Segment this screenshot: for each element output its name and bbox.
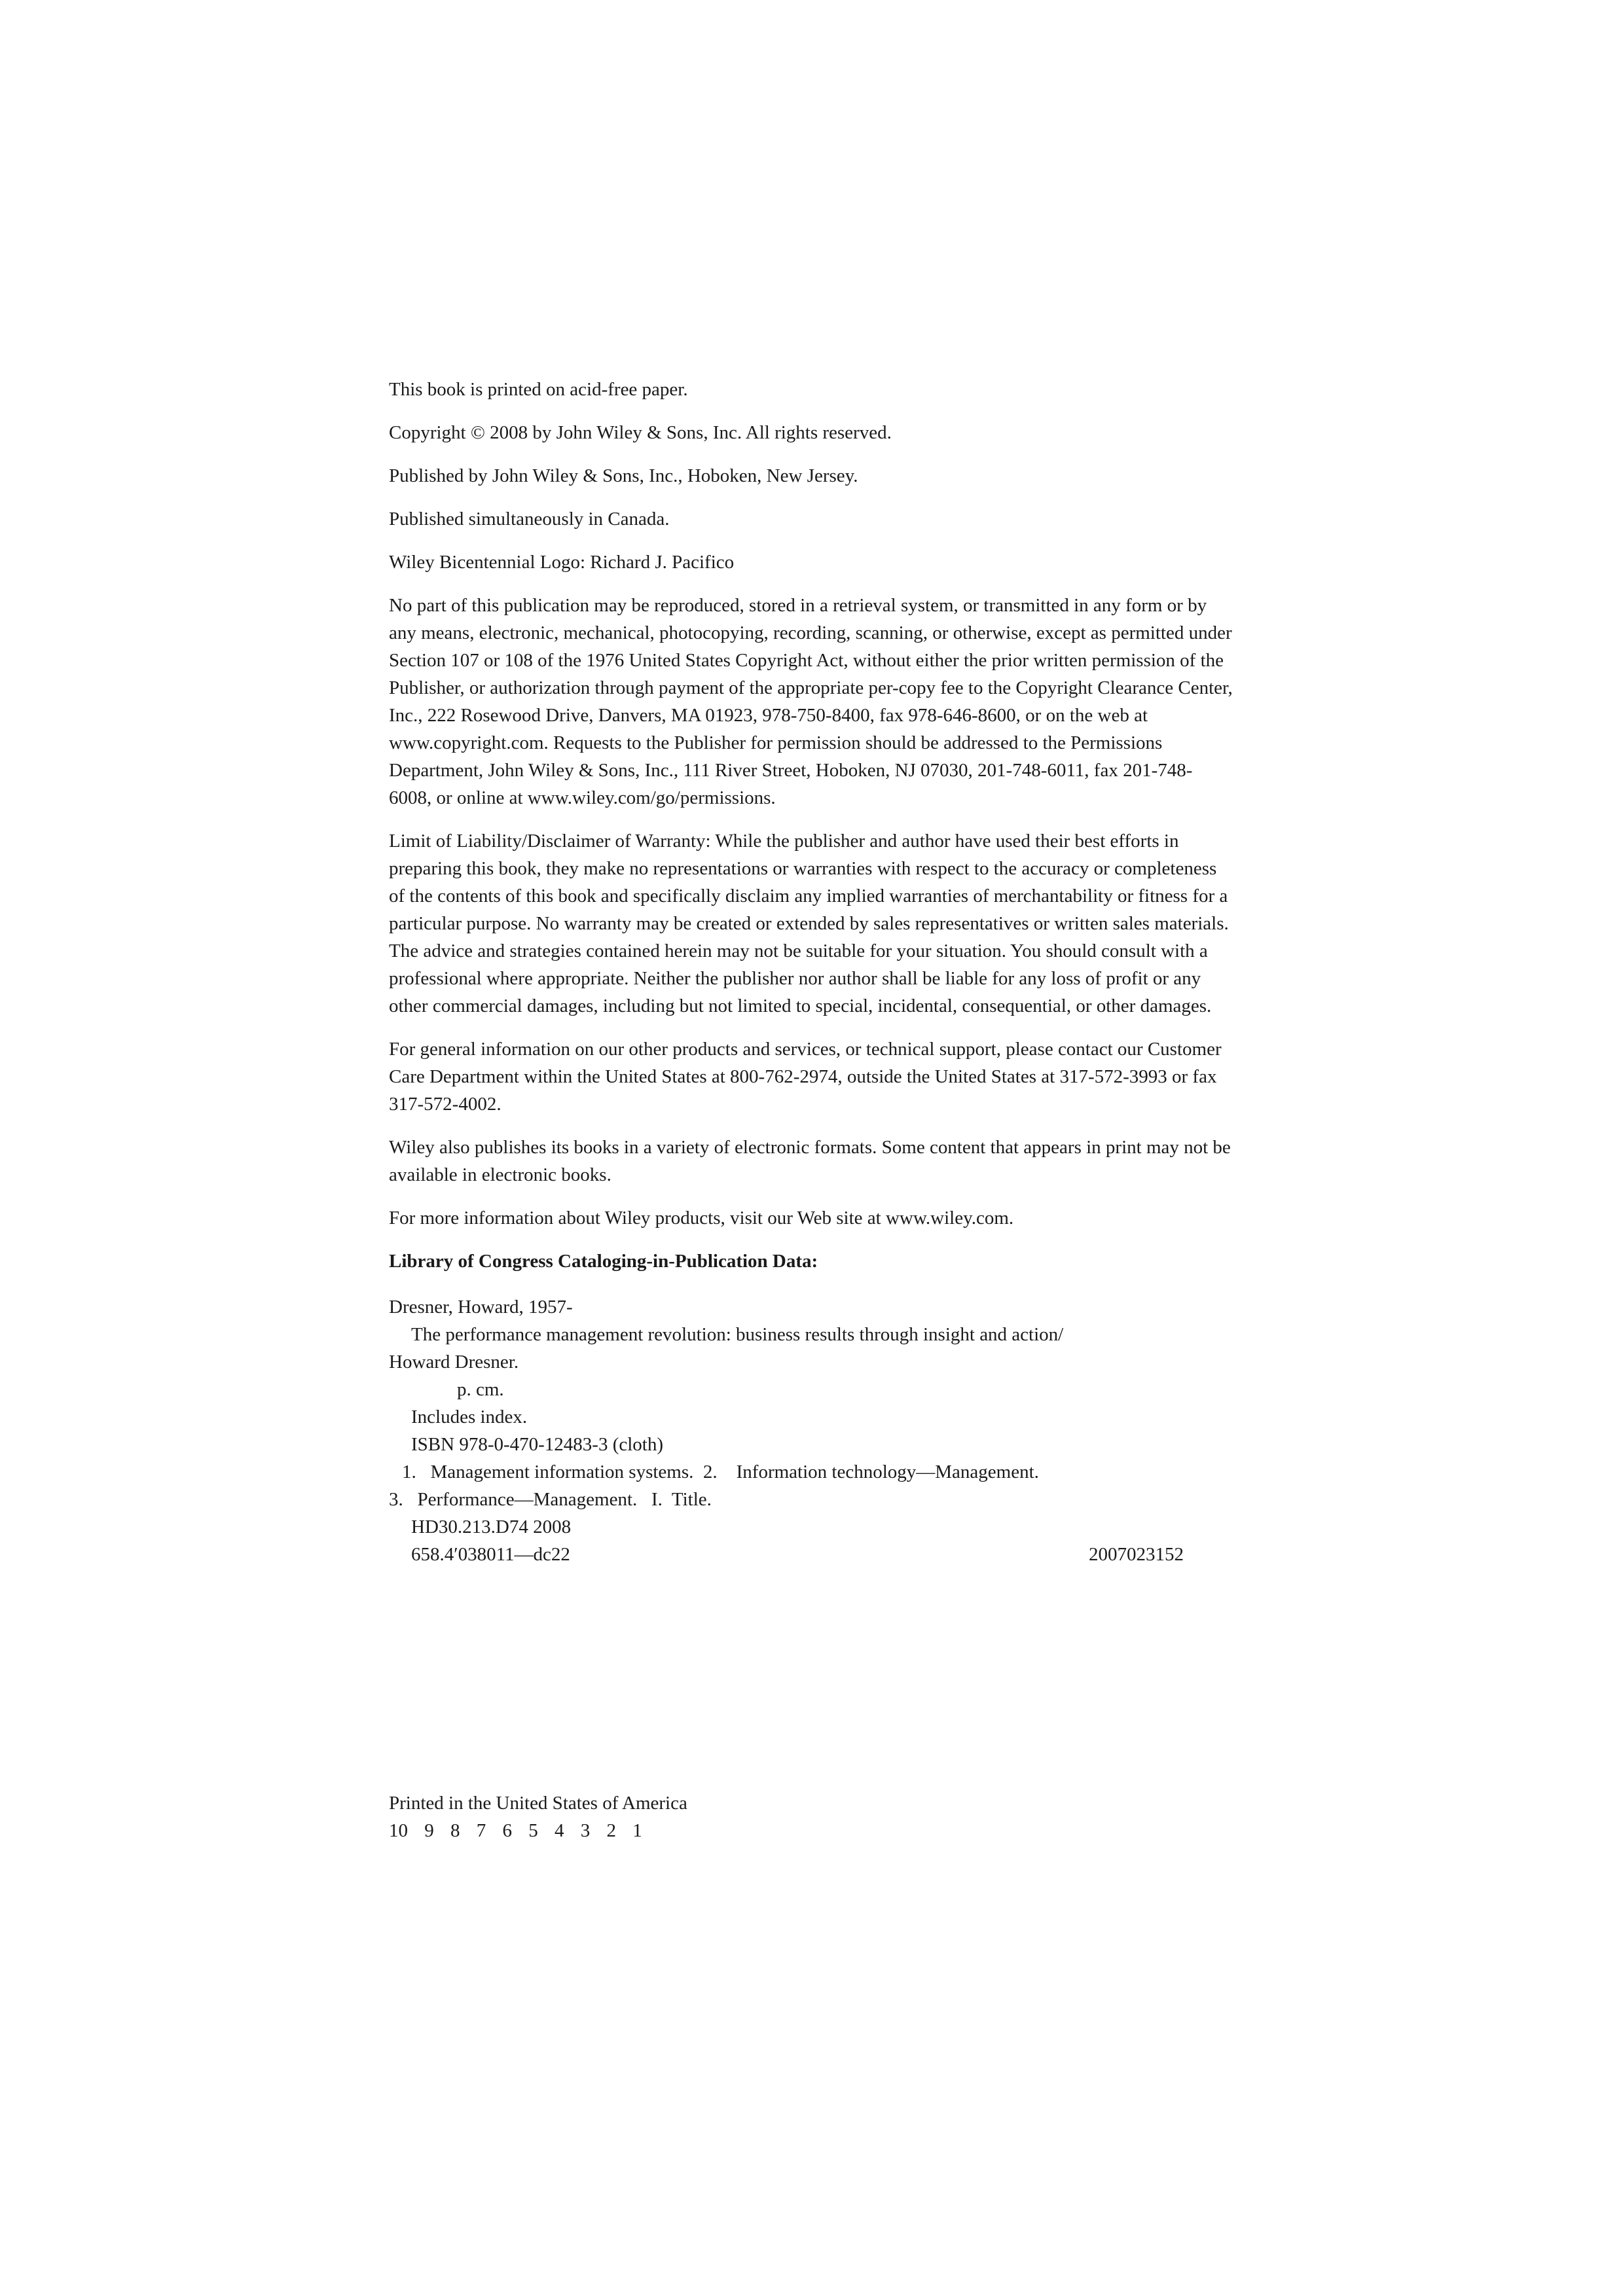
print-line: 10 9 8 7 6 5 4 3 2 1	[389, 1820, 642, 1841]
copyright-line: Copyright © 2008 by John Wiley & Sons, Inc. All rights reserved.	[389, 422, 892, 443]
electronic-formats-paragraph: Wiley also publishes its books in a variety of electronic formats. Some content that appears in print may not be available in electronic books.	[389, 1137, 1231, 1185]
permissions-paragraph: No part of this publication may be reproduced, stored in a retrieval system, or transmitted in any form or by any means, electronic, mechanical, photocopying, recording, scanning, or otherwise, except as permitted under Section 107 or 108 of the 1976 United States Copyright Act, without either the prior written permission of the Publisher, or authorization through payment of the appropriate per-copy fee to the Copyright Clearance Center, Inc., 222 Rosewood Drive, Danvers, MA 01923, 978-750-8400, fax 978-646-8600, or on the web at www.copyright.com. Requests to the Publisher for permission should be addressed to the Permissions Department, John Wiley & Sons, Inc., 111 River Street, Hoboken, NJ 07030, 201-748-6011, fax 201-748-6008, or online at www.wiley.com/go/permissions.	[389, 595, 1233, 808]
publisher-line: Published by John Wiley & Sons, Inc., Hoboken, New Jersey.	[389, 465, 858, 486]
printing-info	[389, 1789, 687, 1844]
cip-title-line2: Howard Dresner.	[389, 1352, 519, 1372]
cip-pages: p. cm.	[457, 1379, 504, 1400]
cip-dewey: 658.4′038011—dc22	[411, 1544, 570, 1565]
customer-care-paragraph: For general information on our other products and services, or technical support, please contact our Customer Care Department within the United States at 800-762-2974, outside the United States at 317-572-3993 or fax 317-572-4002.	[389, 1039, 1222, 1115]
liability-disclaimer: Limit of Liability/Disclaimer of Warranty: While the publisher and author have used their best efforts in preparing this book, they make no representations or warranties with respect to the accuracy or completeness of the contents of this book and specifically disclaim any implied warranties of merchantability or fitness for a particular purpose. No warranty may be created or extended by sales representatives or written sales materials. The advice and strategies contained herein may not be suitable for your situation. You should consult with a professional where appropriate. Neither the publisher nor author shall be liable for any loss of profit or any other commercial damages, including but not limited to special, incidental, consequential, or other damages.	[389, 831, 1229, 1016]
cip-lc-class: HD30.213.D74 2008	[411, 1516, 572, 1537]
cip-author: Dresner, Howard, 1957-	[389, 1297, 573, 1318]
website-paragraph: For more information about Wiley products, visit our Web site at www.wiley.com.	[389, 1208, 1014, 1229]
logo-credit: Wiley Bicentennial Logo: Richard J. Pacifico	[389, 552, 735, 573]
cip-isbn: ISBN 978-0-470-12483-3 (cloth)	[411, 1434, 664, 1455]
canada-line: Published simultaneously in Canada.	[389, 509, 670, 529]
cip-index: Includes index.	[411, 1407, 528, 1427]
cip-dewey-row	[389, 1541, 1184, 1568]
cip-heading: Library of Congress Cataloging-in-Publication Data:	[389, 1251, 818, 1272]
cip-title-line1: The performance management revolution: business results through insight and action/	[411, 1324, 1064, 1345]
cip-block	[389, 1293, 1233, 1568]
printed-in-line: Printed in the United States of America	[389, 1793, 687, 1814]
cip-lccn: 2007023152	[1089, 1544, 1184, 1565]
copyright-page	[389, 376, 1233, 1568]
cip-subjects-line1: 1. Management information systems. 2. Information technology—Management.	[402, 1462, 1039, 1482]
cip-subjects-line2: 3. Performance—Management. I. Title.	[389, 1489, 712, 1510]
acid-free-note: This book is printed on acid-free paper.	[389, 379, 688, 400]
